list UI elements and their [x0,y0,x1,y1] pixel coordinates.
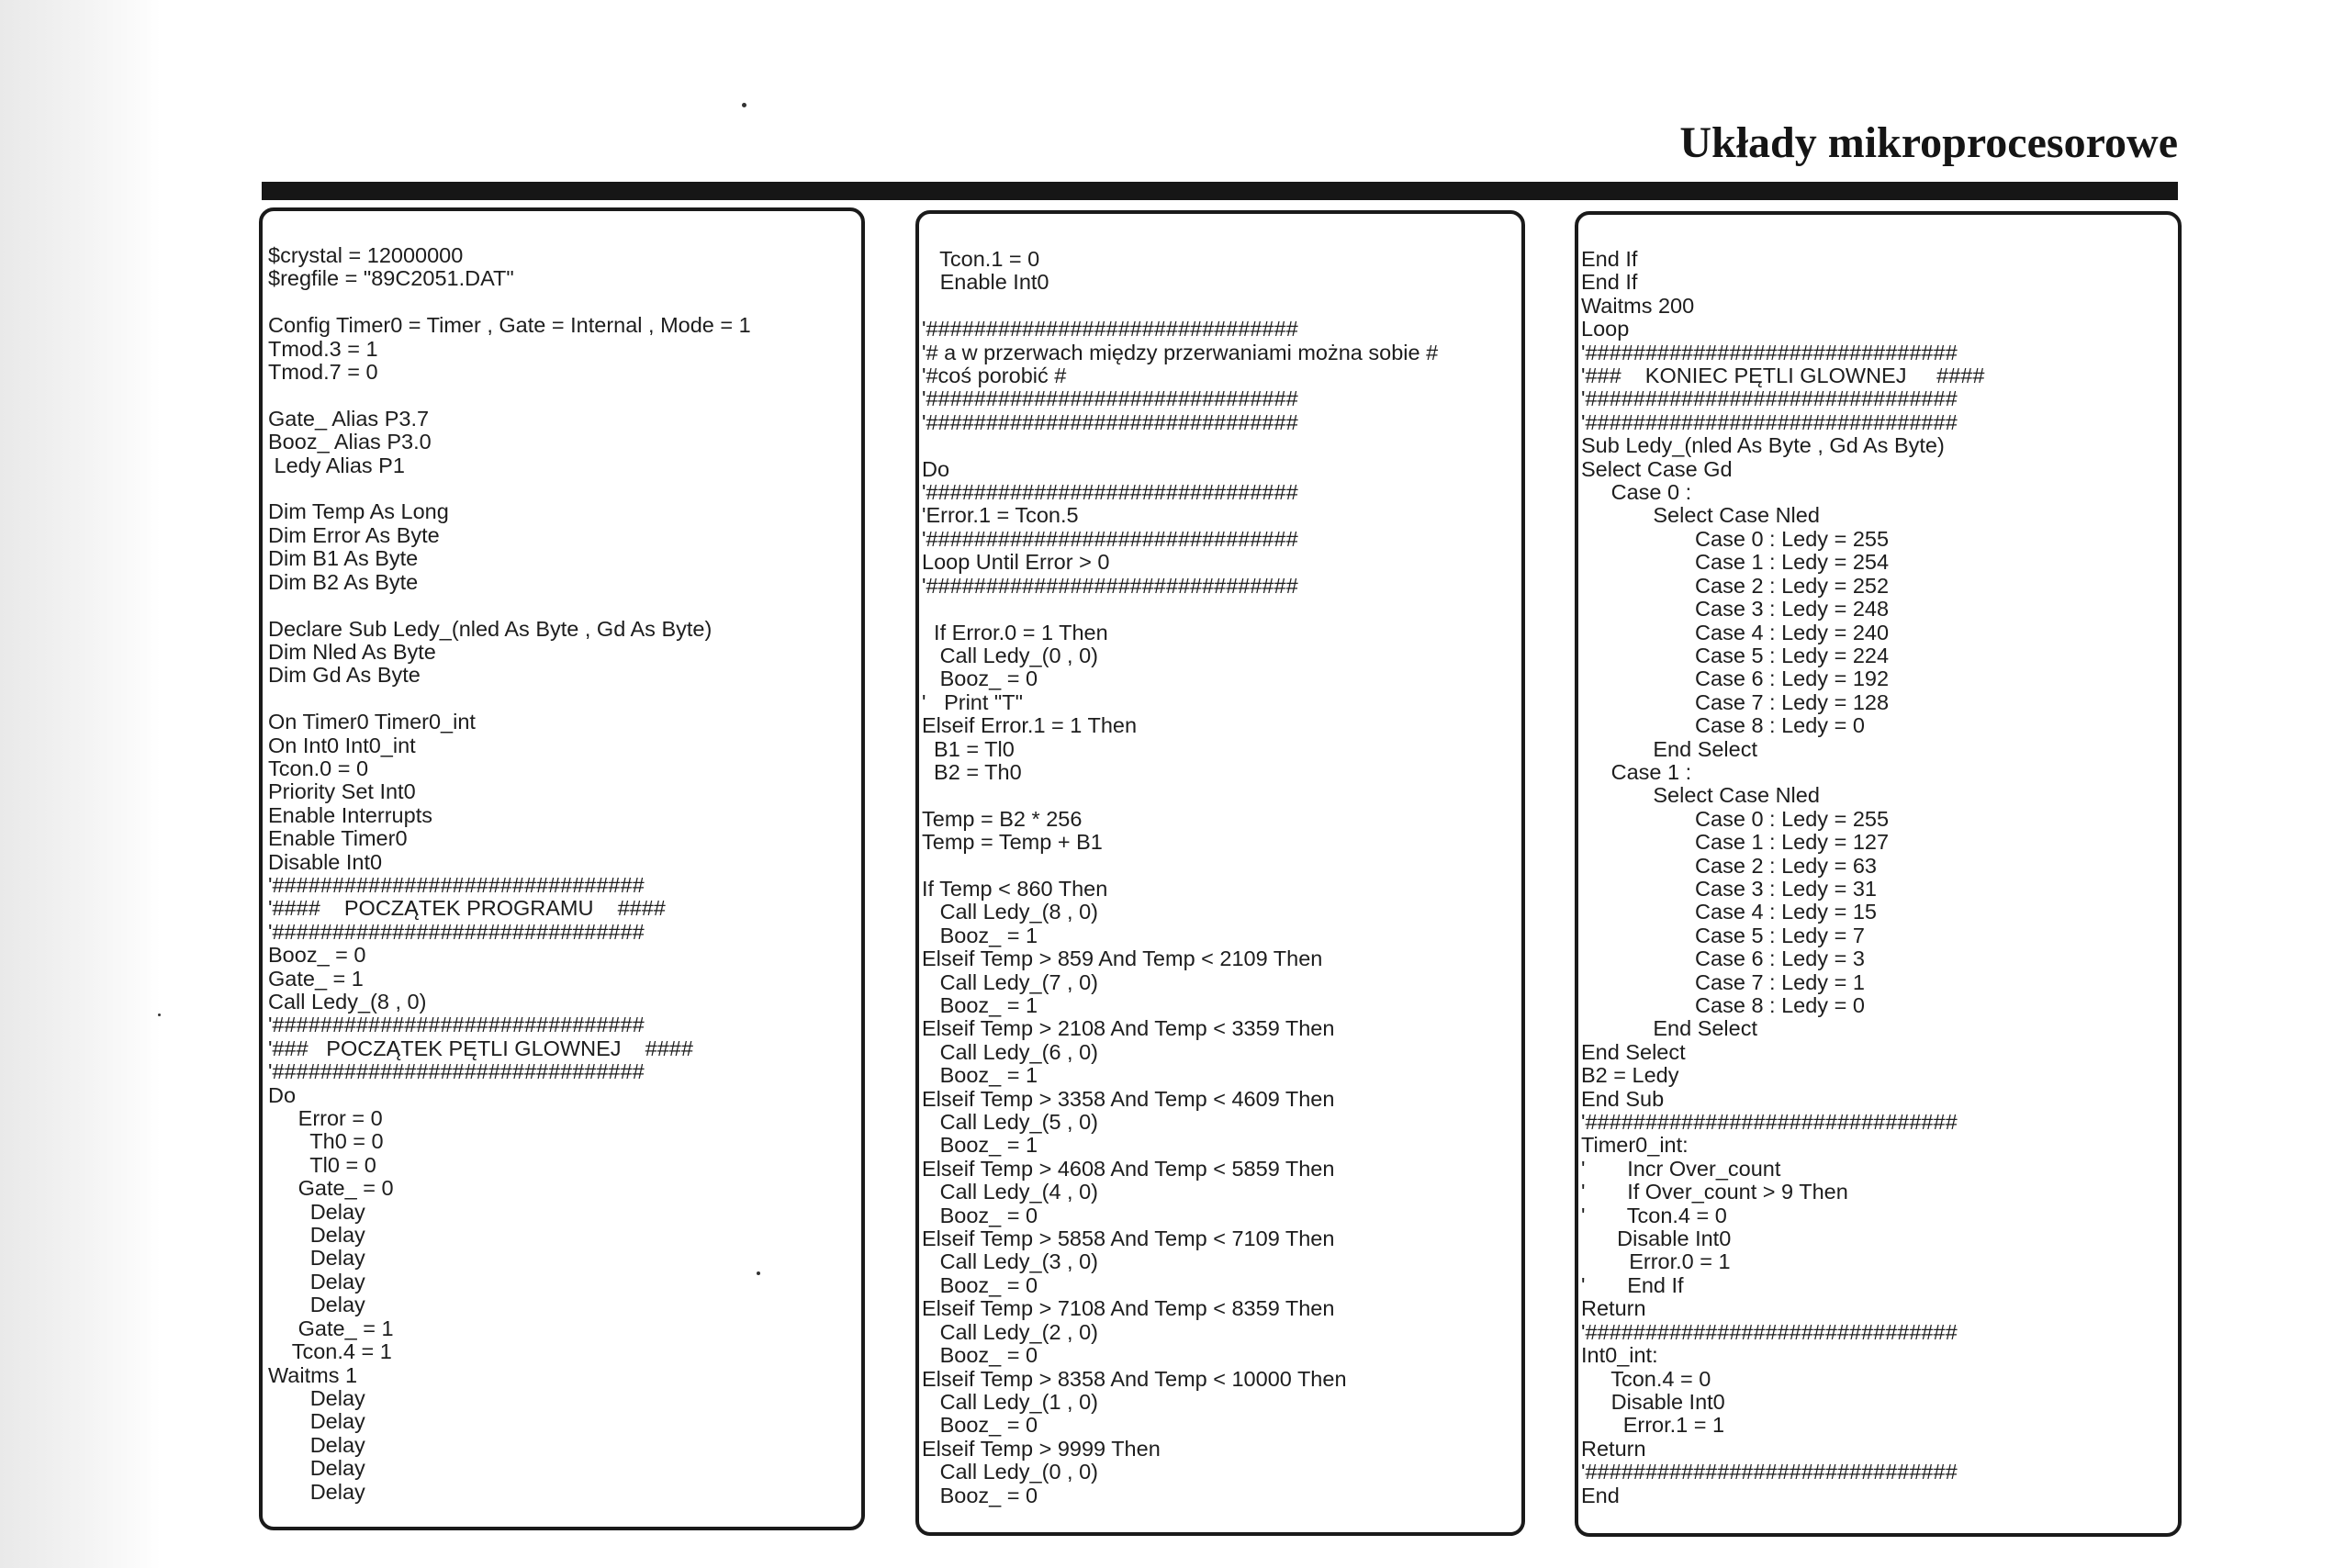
dust-speck [158,1014,161,1016]
code-listing-column-3: End If End If Waitms 200 Loop '############################### '### KONIEC PĘTLI GLOWNEJ #### '############################### '############################### Sub Ledy_(nled As Byte , Gd As Byte) Select Case Gd Case 0 : Select Case Nled Case 0 : Ledy = 255 Case 1 : Ledy = 254 Case 2 : Ledy = 252 Case 3 : Ledy = 248 Case 4 : Ledy = 240 Case 5 : Ledy = 224 Case 6 : Ledy = 192 Case 7 : Ledy = 128 Case 8 : Ledy = 0 End Select Case 1 : Select Case Nled Case 0 : Ledy = 255 Case 1 : Ledy = 127 Case 2 : Ledy = 63 Case 3 : Ledy = 31 Case 4 : Ledy = 15 Case 5 : Ledy = 7 Case 6 : Ledy = 3 Case 7 : Ledy = 1 Case 8 : Ledy = 0 End Select End Select B2 = Ledy End Sub '############################### Timer0_int: ' Incr Over_count ' If Over_count > 9 Then ' Tcon.4 = 0 Disable Int0 Error.0 = 1 ' End If Return '############################### Int0_int: Tcon.4 = 0 Disable Int0 Error.1 = 1 Return '############################### End [1581,247,1985,1507]
dust-speck [742,103,746,107]
dust-speck [757,1271,760,1275]
header-rule [262,182,2178,200]
code-listing-column-2: Tcon.1 = 0 Enable Int0 '############################### '# a w przerwach między przerwaniami można sobie # '#coś porobić # '############################### '############################### Do '############################### 'Error.1 = Tcon.5 '############################### Loop Until Error > 0 '############################### If Error.0 = 1 Then Call Ledy_(0 , 0) Booz_ = 0 ' Print "T" Elseif Error.1 = 1 Then B1 = Tl0 B2 = Th0 Temp = B2 * 256 Temp = Temp + B1 If Temp < 860 Then Call Ledy_(8 , 0) Booz_ = 1 Elseif Temp > 859 And Temp < 2109 Then Call Ledy_(7 , 0) Booz_ = 1 Elseif Temp > 2108 And Temp < 3359 Then Call Ledy_(6 , 0) Booz_ = 1 Elseif Temp > 3358 And Temp < 4609 Then Call Ledy_(5 , 0) Booz_ = 1 Elseif Temp > 4608 And Temp < 5859 Then Call Ledy_(4 , 0) Booz_ = 0 Elseif Temp > 5858 And Temp < 7109 Then Call Ledy_(3 , 0) Booz_ = 0 Elseif Temp > 7108 And Temp < 8359 Then Call Ledy_(2 , 0) Booz_ = 0 Elseif Temp > 8358 And Temp < 10000 Then Call Ledy_(1 , 0) Booz_ = 0 Elseif Temp > 9999 Then Call Ledy_(0 , 0) Booz_ = 0 [922,247,1439,1507]
page-header-title: Układy mikroprocesorowe [1679,118,2178,167]
page-binding-shadow [0,0,161,1568]
code-listing-column-1: $crystal = 12000000 $regfile = "89C2051.DAT" Config Timer0 = Timer , Gate = Internal , Mode = 1 Tmod.3 = 1 Tmod.7 = 0 Gate_ Alias P3.7 Booz_ Alias P3.0 Ledy Alias P1 Dim Temp As Long Dim Error As Byte Dim B1 As Byte Dim B2 As Byte Declare Sub Ledy_(nled As Byte , Gd As Byte) Dim Nled As Byte Dim Gd As Byte On Timer0 Timer0_int On Int0 Int0_int Tcon.0 = 0 Priority Set Int0 Enable Interrupts Enable Timer0 Disable Int0 '############################### '#### POCZĄTEK PROGRAMU #### '############################### Booz_ = 0 Gate_ = 1 Call Ledy_(8 , 0) '############################### '### POCZĄTEK PĘTLI GLOWNEJ #### '############################### Do Error = 0 Th0 = 0 Tl0 = 0 Gate_ = 0 Delay Delay Delay Delay Delay Gate_ = 1 Tcon.4 = 1 Waitms 1 Delay Delay Delay Delay Delay [268,243,751,1504]
